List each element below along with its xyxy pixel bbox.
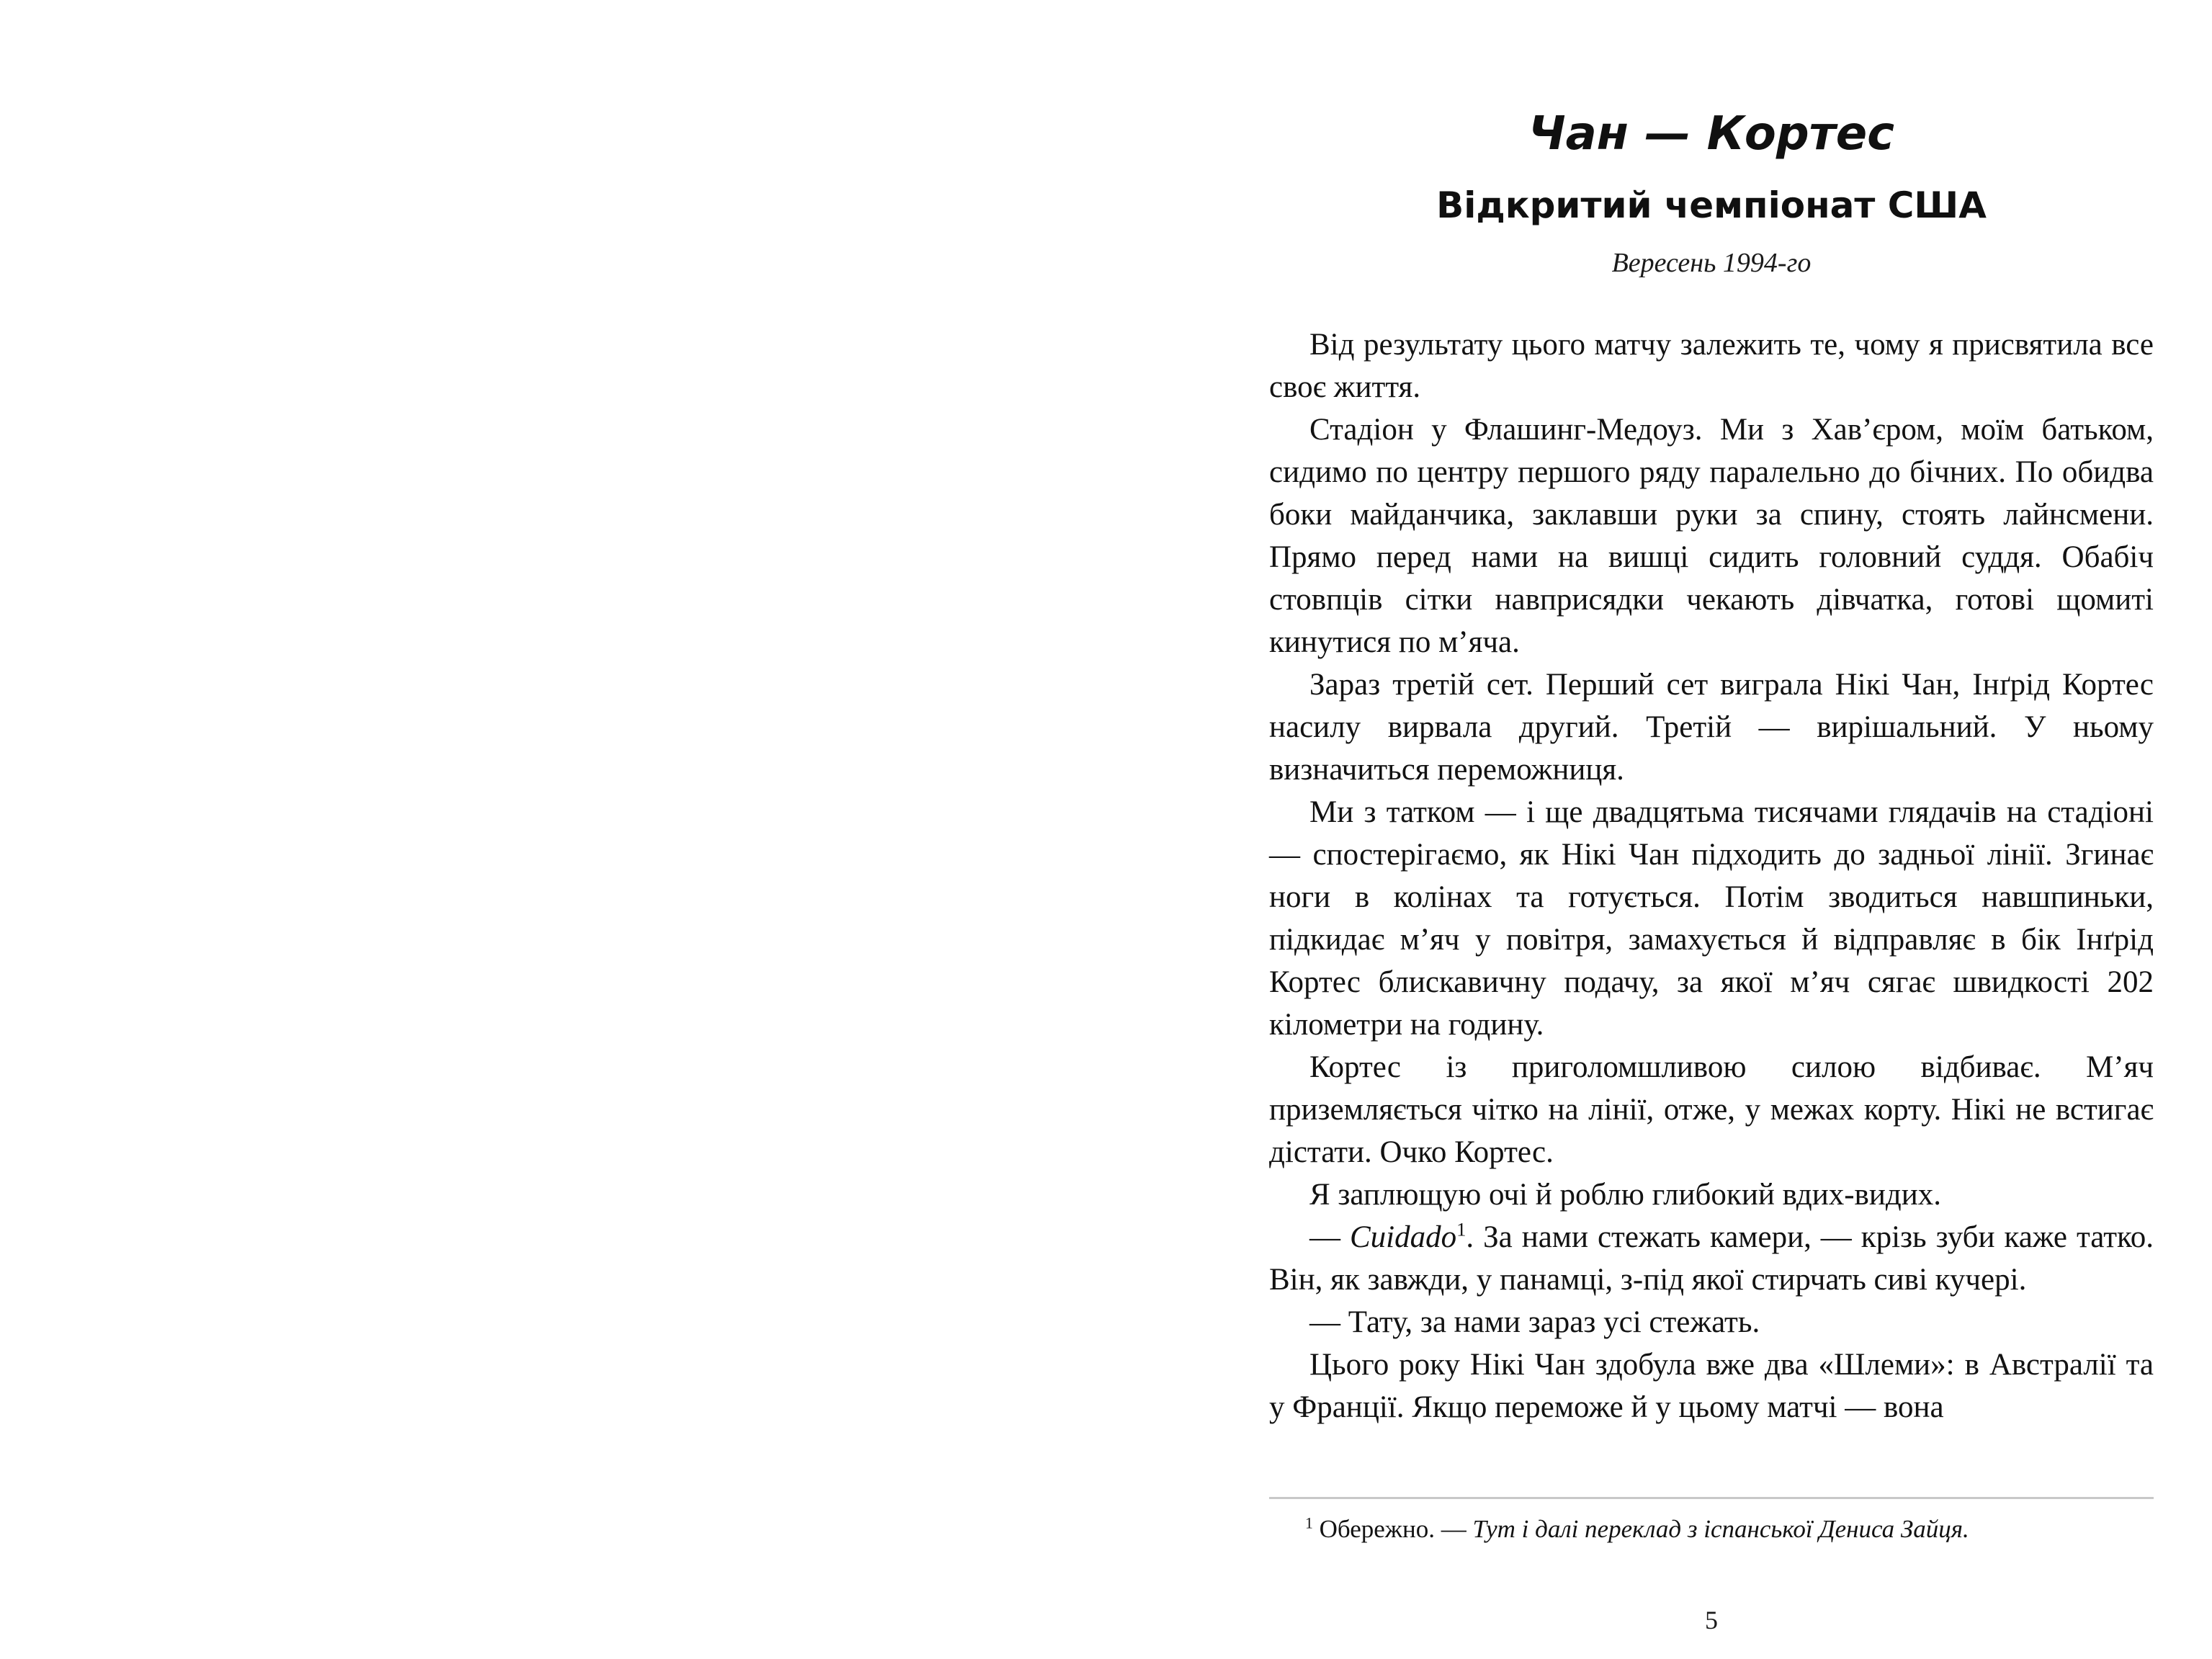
body-text — [1269, 323, 2154, 1428]
paragraph — [1269, 1173, 2154, 1216]
page-content — [1269, 108, 2154, 1428]
paragraph-segment: Я заплющую очі й роблю глибокий вдих-видих. — [1309, 1177, 1941, 1212]
chapter-subtitle: Відкритий чемпіонат США — [1436, 184, 1987, 226]
page-number: 5 — [1705, 1606, 1718, 1635]
paragraph-segment: . За нами стежать камери, — крізь зуби каже татко. Він, як завжди, у панамці, з-під якої стирчать сиві кучері. — [1269, 1220, 2154, 1297]
footnote-source: Тут і далі переклад з іспанської Дениса Зайця. — [1472, 1515, 1969, 1543]
paragraph — [1269, 1343, 2154, 1428]
paragraph-segment: Cuidado — [1349, 1220, 1457, 1254]
paragraph — [1269, 1301, 2154, 1343]
footnote — [1269, 1512, 2154, 1546]
paragraph-segment: Зараз третій сет. Перший сет виграла Нікі Чан, Інґрід Кортес насилу вирвала другий. Третій — вирішальний. У ньому визначиться переможниця. — [1269, 667, 2154, 787]
paragraph — [1269, 791, 2154, 1046]
paragraph-segment: Стадіон у Флашинг-Медоуз. Ми з Хав’єром, моїм батьком, сидимо по центру першого ряду паралельно до бічних. По обидва боки майданчика, заклавши руки за спину, стоять лайнсмени. Прямо перед нами на вишці сидить головний суддя. Обабіч стовпців сітки навприсядки чекають дівчатка, готові щомиті кинутися по м’яча. — [1269, 412, 2154, 659]
paragraph-segment: — Тату, за нами зараз усі стежать. — [1309, 1305, 1760, 1339]
paragraph — [1269, 1216, 2154, 1301]
paragraph — [1269, 323, 2154, 408]
footnote-text: Обережно. — — [1312, 1515, 1473, 1543]
chapter-title: Чан — Кортес — [1528, 107, 1895, 161]
paragraph-segment: Цього року Нікі Чан здобула вже два «Шлеми»: в Австралії та у Франції. Якщо переможе й у цьому матчі — вона — [1269, 1347, 2154, 1424]
paragraph-segment: Ми з татком — і ще двадцятьма тисячами глядачів на стадіоні — спостерігаємо, як Нікі Чан підходить до задньої лінії. Згинає ноги в колінах та готується. Потім зводиться навшпиньки, підкидає м’яч у повітря, замахується й відправляє в бік Інґрід Кортес блискавичну подачу, за якої м’яч сягає швидкості 202 кілометри на годину. — [1269, 795, 2154, 1042]
paragraph — [1269, 1046, 2154, 1173]
paragraph — [1269, 663, 2154, 791]
paragraph-segment: Кортес із приголомшливою силою відбиває. М’яч приземляється чітко на лінії, отже, у межах корту. Нікі не встигає дістати. Очко Кортес. — [1269, 1050, 2154, 1169]
date-line: Вересень 1994-го — [1611, 247, 1812, 278]
footnote-block — [1269, 1497, 2154, 1546]
paragraph-segment: — — [1309, 1220, 1350, 1254]
paragraph-segment: Від результату цього матчу залежить те, чому я присвятила все своє життя. — [1269, 327, 2154, 404]
footnote-marker: 1 — [1305, 1514, 1313, 1532]
footnote-divider — [1269, 1497, 2154, 1499]
paragraph — [1269, 408, 2154, 663]
paragraph-segment: 1 — [1456, 1218, 1467, 1240]
